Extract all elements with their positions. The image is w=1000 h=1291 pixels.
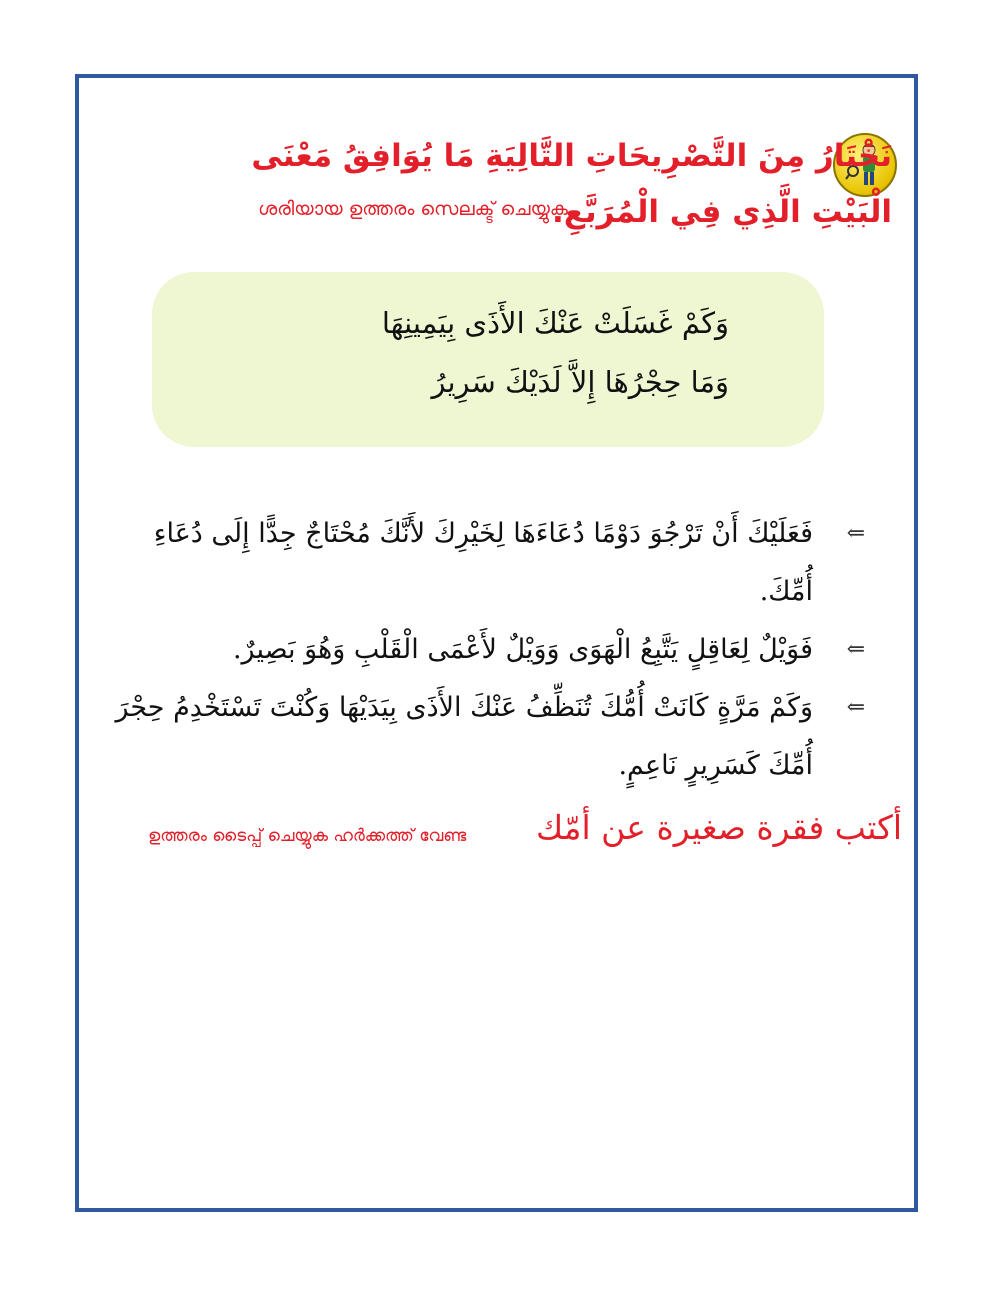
option-text: وَكَمْ مَرَّةٍ كَانَتْ أُمُّكَ تُنَظِّفُ عَنْكَ الأَذَى بِيَدَيْهَا وَكُنْتَ تَسْتَخْدِمُ حِجْرَ أُمِّكَ كَسَرِيرٍ نَاعِمٍ. [115, 692, 813, 781]
option-text: فَعَلَيْكَ أَنْ تَرْجُوَ دَوْمًا دُعَاءَهَا لِخَيْرِكَ لأَنَّكَ مُحْتَاجٌ جِدًّا إِلَى دُعَاءِ أُمِّكَ. [153, 518, 813, 607]
option-arrow-icon: ⇐ [846, 637, 865, 662]
writing-prompt: أكتب فقرة صغيرة عن أمّك [536, 808, 903, 847]
answer-option-1[interactable] [100, 505, 865, 621]
malayalam-select-hint: ശരിയായ ഉത്തരം സെലക്ട് ചെയ്യുക [258, 198, 568, 220]
verse-line-1: وَكَمْ غَسَلَتْ عَنْكَ الأَذَى بِيَمِينِهَا [381, 306, 729, 340]
malayalam-typing-hint: ഉത്തരം ടൈപ്പ് ചെയ്യുക ഹർക്കത്ത് വേണ്ട [148, 826, 467, 846]
verse-box [152, 272, 824, 447]
option-arrow-icon: ⇐ [846, 521, 865, 546]
exercise-instruction: نَخْتَارُ مِنَ التَّصْرِيحَاتِ التَّالِيَةِ مَا يُوَافِقُ مَعْنَى الْبَيْتِ الَّذِي فِي الْمُرَبَّعِ. [251, 138, 892, 230]
answer-option-2[interactable] [100, 621, 865, 679]
option-text: فَوَيْلٌ لِعَاقِلٍ يَتَّبِعُ الْهَوَى وَوَيْلٌ لأَعْمَى الْقَلْبِ وَهُوَ بَصِيرٌ. [232, 634, 813, 665]
verse-line-2: وَمَا حِجْرُهَا إِلاَّ لَدَيْكَ سَرِيرُ [431, 365, 729, 399]
answer-options [100, 505, 865, 795]
answer-option-3[interactable] [100, 679, 865, 795]
option-arrow-icon: ⇐ [846, 695, 865, 720]
